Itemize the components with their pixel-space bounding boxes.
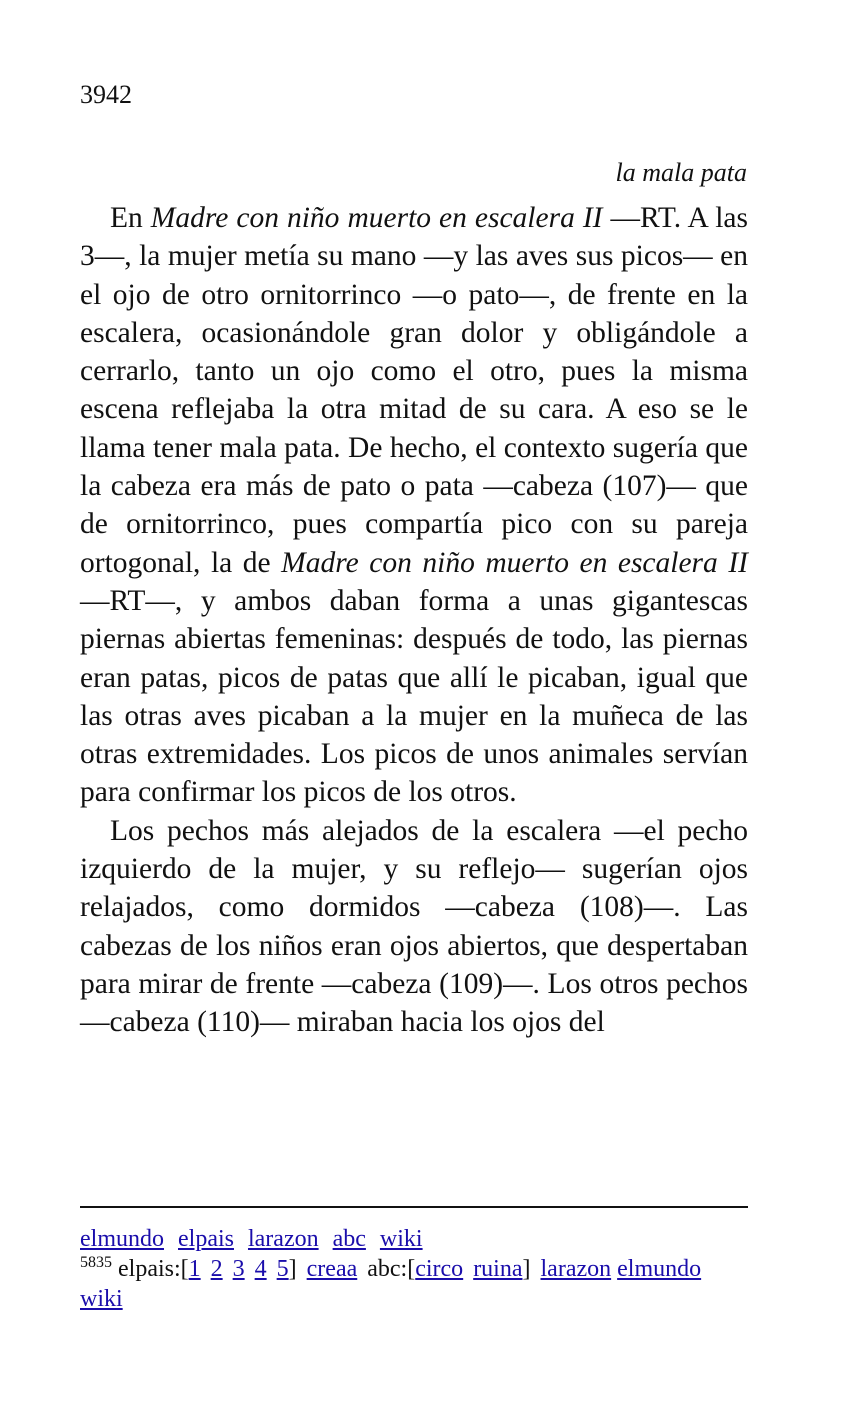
footnote-links <box>80 1224 748 1314</box>
link-row-1 <box>80 1224 748 1254</box>
link-elmundo[interactable]: elmundo <box>617 1256 702 1282</box>
footnote-number: 5835 <box>80 1254 112 1271</box>
artwork-title: Madre con niño muerto en escalera II <box>281 546 748 579</box>
bracket-close: ] <box>288 1256 297 1282</box>
link-creaa[interactable]: creaa <box>306 1256 358 1282</box>
elpais-page-link[interactable]: 4 <box>254 1256 267 1282</box>
page-number: 3942 <box>80 80 132 109</box>
running-header: la mala pata <box>615 158 747 187</box>
p1-text-2: —RT. A las 3—, la mujer metía su mano —y las aves sus picos— en el ojo de otro ornitorrinco —o pato—, de frente en la escalera, ocasionándole gran dolor y obligándole a cerrarlo, tanto un ojo como el otro, pues la misma escena reflejaba la otra mitad de su cara. A eso se le llama tener mala pata. De hecho, el contexto sugería que la cabeza era más de pato o pata —cabeza (107)— que de ornitorrinco, pues compartía pico con su pareja ortogonal, la de <box>80 202 748 579</box>
elpais-page-link[interactable]: 2 <box>210 1256 223 1282</box>
abc-link-circo[interactable]: circo <box>415 1256 464 1282</box>
elpais-page-link[interactable]: 5 <box>276 1256 289 1282</box>
p1-text-1: En <box>110 202 151 234</box>
paragraph-2: Los pechos más alejados de la escalera —el pecho izquierdo de la mujer, y su reflejo— sugerían ojos relajados, como dormidos —cabeza (108)—. Las cabezas de los niños eran ojos abiertos, que despertaban para mirar de frente —cabeza (109)—. Los otros pechos —cabeza (110)— miraban hacia los ojos del <box>80 814 748 1039</box>
elpais-page-link[interactable]: 1 <box>188 1256 201 1282</box>
footnote-divider <box>80 1206 748 1208</box>
link-row-3 <box>80 1284 748 1314</box>
link-wiki[interactable]: wiki <box>80 1286 123 1312</box>
link-row-2 <box>80 1254 748 1284</box>
link-elmundo[interactable]: elmundo <box>80 1226 164 1252</box>
artwork-title: Madre con niño muerto en escalera II <box>150 202 603 234</box>
elpais-page-link[interactable]: 3 <box>232 1256 245 1282</box>
p1-text-3: —RT—, y ambos daban forma a unas gigantescas piernas abiertas femeninas: después de todo, las piernas eran patas, picos de patas que allí le picaban, igual que las otras aves picaban a la mujer en la muñeca de las otras extremidades. Los picos de unos animales servían para confirmar los picos de los otros. <box>80 584 748 809</box>
elpais-label: elpais:[ <box>118 1256 189 1282</box>
link-elpais[interactable]: elpais <box>178 1226 234 1252</box>
abc-label: abc:[ <box>367 1256 416 1282</box>
link-abc[interactable]: abc <box>332 1226 366 1252</box>
bracket-close: ] <box>522 1256 531 1282</box>
link-larazon[interactable]: larazon <box>540 1256 612 1282</box>
link-wiki[interactable]: wiki <box>379 1226 423 1252</box>
body-text <box>80 199 748 1042</box>
paragraph-1 <box>80 199 748 812</box>
link-larazon[interactable]: larazon <box>247 1226 319 1252</box>
abc-link-ruina[interactable]: ruina <box>473 1256 523 1282</box>
